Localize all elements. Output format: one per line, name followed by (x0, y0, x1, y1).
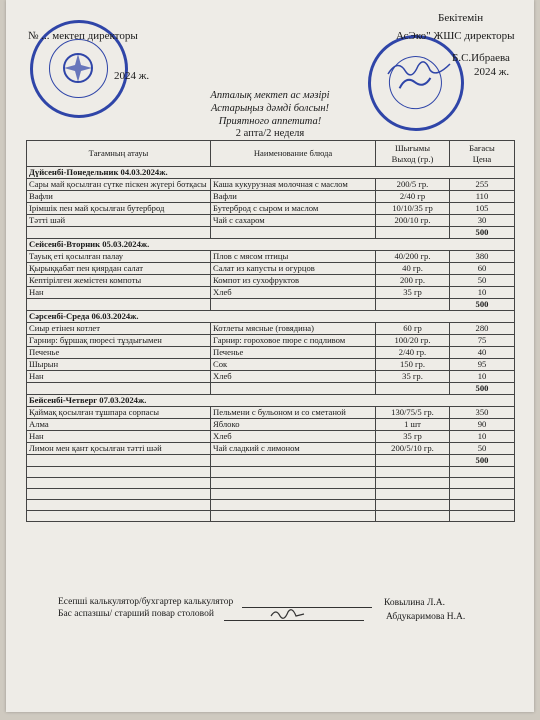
dish-name-kz: Тауық еті қосылған палау (27, 251, 211, 263)
table-row (27, 191, 515, 203)
day-total: 500 (450, 227, 515, 239)
day-total-row (27, 299, 515, 311)
dish-name-ru: Чай с сахаром (211, 215, 376, 227)
dish-name-ru: Компот из сухофруктов (211, 275, 376, 287)
table-row (27, 263, 515, 275)
empty-cell (450, 511, 515, 522)
cook-signature (268, 604, 308, 624)
dish-name-ru: Пельмени с бульоном и со сметаной (211, 407, 376, 419)
dish-name-kz: Нан (27, 371, 211, 383)
dish-price: 380 (450, 251, 515, 263)
empty-cell (450, 489, 515, 500)
col-header-output: Шығымы Выход (гр.) (376, 141, 450, 167)
table-row (27, 287, 515, 299)
dish-output: 35 гр (376, 431, 450, 443)
empty-cell (376, 467, 450, 478)
empty-cell (376, 500, 450, 511)
dish-name-ru: Котлеты мясные (говядина) (211, 323, 376, 335)
empty-cell (27, 478, 211, 489)
dish-name-ru: Бутерброд с сыром и маслом (211, 203, 376, 215)
table-header-row (27, 141, 515, 167)
table-row (27, 371, 515, 383)
dish-name-kz: Лимон мен қант қосылған тәтті шәй (27, 443, 211, 455)
empty-cell (211, 478, 376, 489)
director-signature (384, 54, 454, 84)
dish-output: 150 гр. (376, 359, 450, 371)
empty-cell (27, 299, 211, 311)
dish-name-kz: Қаймақ қосылған тұшпара сорпасы (27, 407, 211, 419)
dish-name-kz: Сары май қосылған сүтке піскен жүгері ботқасы (27, 179, 211, 191)
empty-cell (211, 383, 376, 395)
cook-name: Абдукаримова Н.А. (386, 612, 466, 622)
dish-output: 40 гр. (376, 263, 450, 275)
table-row (27, 275, 515, 287)
day-name: Сәрсенбі-Среда 06.03.2024ж. (27, 311, 515, 323)
table-row (27, 359, 515, 371)
dish-price: 10 (450, 287, 515, 299)
day-total: 500 (450, 455, 515, 467)
dish-output: 200 гр. (376, 275, 450, 287)
empty-cell (376, 455, 450, 467)
empty-cell (27, 227, 211, 239)
empty-cell (450, 478, 515, 489)
empty-cell (376, 478, 450, 489)
dish-name-kz: Ірімшік пен май қосылған бутерброд (27, 203, 211, 215)
day-header-row (27, 395, 515, 407)
day-header-row (27, 239, 515, 251)
empty-cell (376, 383, 450, 395)
dish-price: 90 (450, 419, 515, 431)
dish-price: 50 (450, 275, 515, 287)
cook-label: Бас аспазшы/ старший повар столовой (58, 609, 214, 619)
dish-price: 75 (450, 335, 515, 347)
dish-output: 2/40 гр (376, 191, 450, 203)
dish-name-kz: Қырыққабат пен қиярдан салат (27, 263, 211, 275)
day-total: 500 (450, 299, 515, 311)
table-row (27, 347, 515, 359)
table-row (27, 215, 515, 227)
accountant-label: Есепші калькулятор/бухгартер калькулятор (58, 597, 234, 607)
empty-cell (376, 489, 450, 500)
empty-cell (211, 489, 376, 500)
dish-name-ru: Сок (211, 359, 376, 371)
table-row (27, 335, 515, 347)
col-header-price: Бағасы Цена (450, 141, 515, 167)
empty-row (27, 467, 515, 478)
empty-cell (211, 467, 376, 478)
day-name: Бейсенбі-Четверг 07.03.2024ж. (27, 395, 515, 407)
empty-row (27, 489, 515, 500)
menu-table (26, 140, 515, 522)
dish-output: 40/200 гр. (376, 251, 450, 263)
dish-name-ru: Печенье (211, 347, 376, 359)
empty-row (27, 478, 515, 489)
dish-name-kz: Сиыр етінен котлет (27, 323, 211, 335)
menu-wish-ru: Приятного аппетита! (218, 116, 322, 127)
dish-price: 60 (450, 263, 515, 275)
empty-cell (27, 511, 211, 522)
dish-output: 60 гр (376, 323, 450, 335)
dish-price: 350 (450, 407, 515, 419)
dish-name-kz: Гарнир: бұршақ пюресі тұздығымен (27, 335, 211, 347)
empty-cell (211, 455, 376, 467)
col-header-ru: Наименование блюда (211, 141, 376, 167)
dish-output: 35 гр. (376, 371, 450, 383)
day-name: Сейсенбі-Вторник 05.03.2024ж. (27, 239, 515, 251)
left-header-date: 2024 ж. (114, 70, 150, 82)
empty-row (27, 511, 515, 522)
empty-cell (376, 511, 450, 522)
dish-name-ru: Плов с мясом птицы (211, 251, 376, 263)
dish-name-ru: Яблоко (211, 419, 376, 431)
week-label: 2 апта/2 неделя (235, 128, 305, 139)
menu-title-kz: Апталық мектеп ас мәзірі (210, 90, 330, 101)
dish-name-kz: Кептірілген жемістен компоты (27, 275, 211, 287)
day-total: 500 (450, 383, 515, 395)
dish-price: 110 (450, 191, 515, 203)
dish-name-kz: Тәтті шәй (27, 215, 211, 227)
empty-cell (376, 299, 450, 311)
table-row (27, 203, 515, 215)
dish-output: 1 шт (376, 419, 450, 431)
accountant-name: Ковылина Л.А. (384, 598, 446, 608)
dish-name-ru: Хлеб (211, 431, 376, 443)
dish-name-ru: Вафли (211, 191, 376, 203)
menu-document (6, 0, 534, 712)
empty-cell (211, 500, 376, 511)
empty-cell (211, 227, 376, 239)
dish-name-kz: Нан (27, 431, 211, 443)
approve-label: Бекітемін (438, 12, 484, 24)
dish-output: 35 гр (376, 287, 450, 299)
empty-cell (211, 511, 376, 522)
menu-wish-kz: Астарыңыз дәмді болсын! (210, 103, 330, 114)
empty-cell (27, 455, 211, 467)
day-total-row (27, 383, 515, 395)
day-name: Дүйсенбі-Понедельник 04.03.2024ж. (27, 167, 515, 179)
empty-cell (27, 489, 211, 500)
left-header-title: № ... мектеп директоры (28, 30, 138, 42)
dish-output: 2/40 гр. (376, 347, 450, 359)
dish-output: 10/10/35 гр (376, 203, 450, 215)
empty-cell (450, 467, 515, 478)
table-row (27, 419, 515, 431)
dish-output: 100/20 гр. (376, 335, 450, 347)
dish-price: 10 (450, 431, 515, 443)
dish-name-kz: Шырын (27, 359, 211, 371)
day-header-row (27, 167, 515, 179)
table-row (27, 431, 515, 443)
dish-price: 10 (450, 371, 515, 383)
dish-output: 200/5 гр. (376, 179, 450, 191)
dish-output: 200/10 гр. (376, 215, 450, 227)
right-header-title: АсЭко" ЖШС директоры (396, 30, 515, 42)
dish-price: 105 (450, 203, 515, 215)
dish-output: 200/5/10 гр. (376, 443, 450, 455)
empty-cell (27, 500, 211, 511)
col-header-kz: Тағамның атауы (27, 141, 211, 167)
dish-name-ru: Хлеб (211, 287, 376, 299)
dish-output: 130/75/5 гр. (376, 407, 450, 419)
right-header-date: 2024 ж. (474, 66, 510, 78)
empty-cell (450, 500, 515, 511)
day-total-row (27, 455, 515, 467)
dish-name-kz: Вафли (27, 191, 211, 203)
dish-name-ru: Хлеб (211, 371, 376, 383)
emblem-icon (58, 48, 98, 88)
empty-cell (376, 227, 450, 239)
dish-name-ru: Чай сладкий с лимоном (211, 443, 376, 455)
dish-name-ru: Каша кукурузная молочная с маслом (211, 179, 376, 191)
table-row (27, 323, 515, 335)
empty-row (27, 500, 515, 511)
table-row (27, 443, 515, 455)
director-name: Б.С.Ибраева (452, 52, 510, 64)
day-header-row (27, 311, 515, 323)
empty-cell (211, 299, 376, 311)
dish-price: 40 (450, 347, 515, 359)
dish-price: 30 (450, 215, 515, 227)
dish-price: 50 (450, 443, 515, 455)
table-row (27, 179, 515, 191)
dish-name-kz: Нан (27, 287, 211, 299)
empty-cell (27, 467, 211, 478)
dish-name-kz: Печенье (27, 347, 211, 359)
dish-price: 95 (450, 359, 515, 371)
table-row (27, 407, 515, 419)
empty-cell (27, 383, 211, 395)
dish-name-ru: Гарнир: гороховое пюре с подливом (211, 335, 376, 347)
dish-price: 280 (450, 323, 515, 335)
dish-price: 255 (450, 179, 515, 191)
day-total-row (27, 227, 515, 239)
dish-name-ru: Салат из капусты и огурцов (211, 263, 376, 275)
table-row (27, 251, 515, 263)
dish-name-kz: Алма (27, 419, 211, 431)
